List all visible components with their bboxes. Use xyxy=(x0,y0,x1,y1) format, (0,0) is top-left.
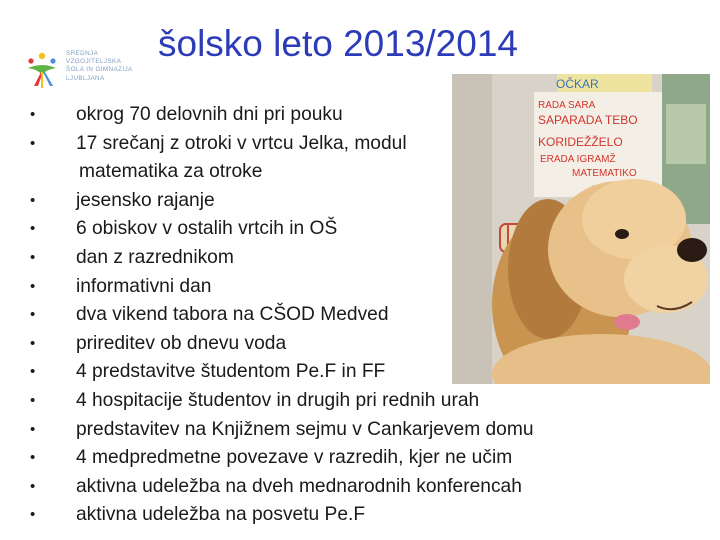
board-word-5: MATEMATIKO xyxy=(572,168,637,179)
list-item xyxy=(0,501,720,530)
bullet-icon: • xyxy=(30,220,36,238)
bullet-icon: • xyxy=(30,248,36,266)
list-item-text: 4 medpredmetne povezave v razredih, kjer ne učim xyxy=(76,447,513,469)
bullet-icon: • xyxy=(30,506,36,524)
logo-line-1: SREDNJA xyxy=(66,50,99,57)
bullet-icon: • xyxy=(30,363,36,381)
list-item xyxy=(0,358,720,387)
list-item-text: 4 hospitacije študentov in drugih pri rednih urah xyxy=(76,389,480,411)
list-item xyxy=(0,330,720,359)
bullet-icon: • xyxy=(30,334,36,352)
list-item-text: 4 predstavitve študentom Pe.F in FF xyxy=(76,361,386,383)
bullet-icon: • xyxy=(30,306,36,324)
bullet-icon: • xyxy=(30,391,36,409)
school-logo-icon xyxy=(22,50,64,92)
bullet-icon: • xyxy=(30,277,36,295)
list-item-text: dan z razrednikom xyxy=(76,246,234,268)
bullet-icon: • xyxy=(30,191,36,209)
list-item-text: prireditev ob dnevu voda xyxy=(76,332,287,354)
list-item-text: predstavitev na Knjižnem sejmu v Cankarjevem domu xyxy=(76,418,534,440)
slide-title: šolsko leto 2013/2014 xyxy=(158,23,518,64)
board-word-4: ERADA IGRAMŽ xyxy=(540,154,616,165)
bullet-icon: • xyxy=(30,106,36,123)
board-word-1: RADA SARA xyxy=(538,100,596,111)
school-logo xyxy=(22,50,142,92)
list-item-text: 17 srečanj z otroki v vrtcu Jelka, modul xyxy=(76,132,407,154)
board-word-2: SAPARADA TEBO xyxy=(538,113,638,127)
list-item xyxy=(0,101,720,130)
list-item xyxy=(0,387,720,416)
board-word-3: KORIDEŽŽELO xyxy=(538,135,623,149)
list-item-text: 6 obiskov v ostalih vrtcih in OŠ xyxy=(76,218,338,240)
bullet-icon: • xyxy=(30,134,36,152)
logo-line-3: ŠOLA IN GIMNAZIJA xyxy=(66,66,133,74)
list-item xyxy=(0,273,720,302)
list-item-continuation: matematika za otroke xyxy=(79,161,263,183)
list-item xyxy=(0,416,720,445)
list-item xyxy=(0,215,720,244)
activities-list xyxy=(0,101,720,530)
list-item xyxy=(0,187,720,216)
bullet-icon: • xyxy=(30,420,36,438)
list-item-text: okrog 70 delovnih dni pri pouku xyxy=(76,104,343,125)
list-item xyxy=(0,473,720,502)
bullet-icon: • xyxy=(30,449,36,467)
list-item-text: jesensko rajanje xyxy=(76,189,215,211)
list-item xyxy=(0,444,720,473)
list-item-text: aktivna udeležba na dveh mednarodnih konferencah xyxy=(76,475,522,497)
logo-line-2: VZGOJITELJSKA xyxy=(66,58,122,66)
list-item-text: aktivna udeležba na posvetu Pe.F xyxy=(76,504,366,526)
list-item xyxy=(0,301,720,330)
logo-line-4: LJUBLJANA xyxy=(66,74,105,82)
list-item-text: dva vikend tabora na CŠOD Medved xyxy=(76,304,389,326)
list-item-text: informativni dan xyxy=(76,275,212,297)
list-item xyxy=(0,244,720,273)
board-word-0: OČKAR xyxy=(556,77,599,91)
list-item xyxy=(0,130,720,187)
bullet-icon: • xyxy=(30,477,36,495)
